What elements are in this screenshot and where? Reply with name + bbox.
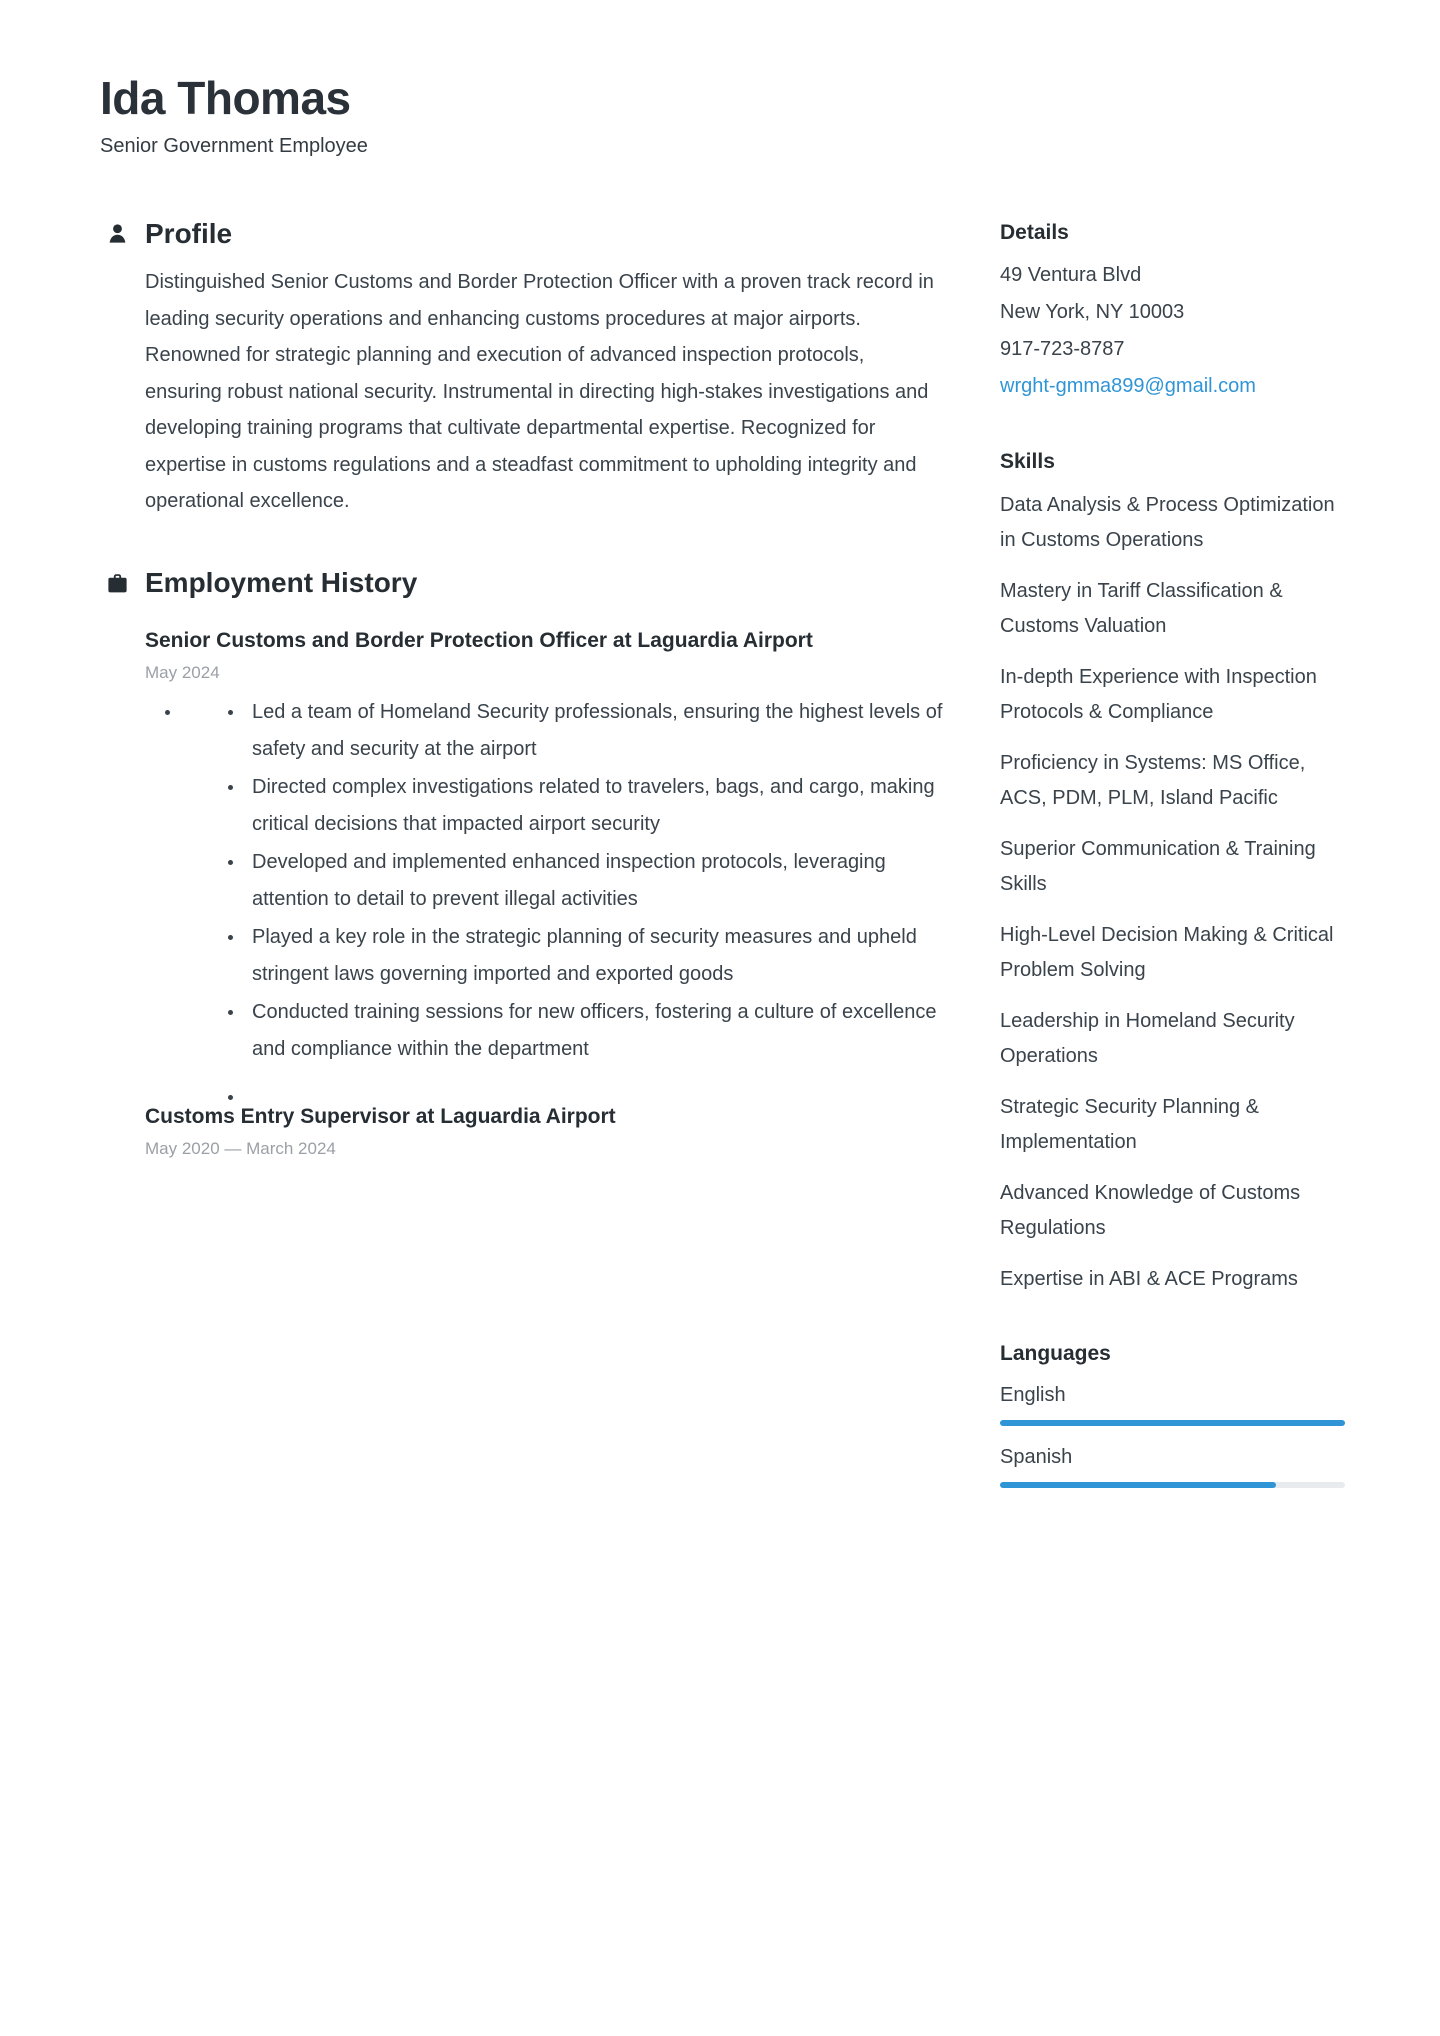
- skill-item: Advanced Knowledge of Customs Regulations: [1000, 1182, 1301, 1239]
- job-entry: [145, 627, 945, 1103]
- skill-item: Mastery in Tariff Classification & Customs Valuation: [1000, 580, 1283, 637]
- profile-section: [100, 217, 945, 520]
- job-entry: [145, 1103, 945, 1160]
- main-column: [100, 217, 945, 1160]
- empty-bullet: [252, 1069, 945, 1103]
- sidebar: [1000, 217, 1345, 1488]
- language-progress-bar: [1000, 1420, 1345, 1426]
- job-bullet: Led a team of Homeland Security professionals, ensuring the highest levels of safety and security at the airport: [252, 694, 945, 769]
- job-bullet: Directed complex investigations related to travelers, bags, and cargo, making critical decisions that impacted airport security: [252, 769, 945, 844]
- skill-item: High-Level Decision Making & Critical Problem Solving: [1000, 924, 1334, 981]
- language-name: English: [1000, 1384, 1066, 1406]
- outer-list-bullet: [165, 710, 170, 715]
- skill-item: Proficiency in Systems: MS Office, ACS, PDM, PLM, Island Pacific: [1000, 752, 1306, 809]
- details-heading: Details: [1000, 221, 1069, 244]
- inner-bullet-list: [145, 694, 945, 1103]
- phone-number: 917-723-8787: [1000, 338, 1125, 360]
- skills-heading: Skills: [1000, 450, 1055, 473]
- skills-section: [1000, 449, 1345, 1297]
- job-bullet-list: [145, 694, 945, 1103]
- job-title: Customs Entry Supervisor at Laguardia Airport: [145, 1104, 616, 1128]
- details-section: [1000, 220, 1345, 405]
- skill-item: Leadership in Homeland Security Operations: [1000, 1010, 1295, 1067]
- candidate-job-title: Senior Government Employee: [100, 135, 368, 157]
- skills-list: [1000, 488, 1345, 1297]
- language-progress-track: [1000, 1482, 1345, 1488]
- languages-heading: Languages: [1000, 1342, 1111, 1365]
- skill-item: Strategic Security Planning & Implementation: [1000, 1096, 1260, 1153]
- job-date: May 2020 — March 2024: [145, 1138, 336, 1158]
- address-line-1: 49 Ventura Blvd: [1000, 264, 1142, 286]
- email-link[interactable]: wrght-gmma899@gmail.com: [1000, 375, 1256, 397]
- job-title: Senior Customs and Border Protection Officer at Laguardia Airport: [145, 628, 813, 652]
- language-progress-bar: [1000, 1482, 1276, 1488]
- profile-text: Distinguished Senior Customs and Border Protection Officer with a proven track record in leading security operations and enhancing customs procedures at major airports. Renowned for strategic planning and execution of advanced inspection protocols, ensuring robust national security. Instrumental in directing high-stakes investigations and developing training programs that cultivate departmental expertise. Recognized for expertise in customs regulations and a steadfast commitment to upholding integrity and operational excellence.: [145, 271, 934, 512]
- skill-item: Data Analysis & Process Optimization in Customs Operations: [1000, 494, 1335, 551]
- job-date: May 2024: [145, 662, 220, 682]
- language-item: [1000, 1380, 1345, 1426]
- candidate-name: Ida Thomas: [100, 72, 351, 124]
- briefcase-icon: [106, 572, 129, 595]
- employment-heading: Employment History: [145, 566, 418, 598]
- job-list: [145, 627, 945, 1160]
- languages-section: [1000, 1341, 1345, 1488]
- content-columns: [100, 217, 1345, 1488]
- skill-item: In-depth Experience with Inspection Protocols & Compliance: [1000, 666, 1317, 723]
- person-icon: [106, 223, 129, 246]
- job-bullet: Conducted training sessions for new officers, fostering a culture of excellence and compliance within the department: [252, 994, 945, 1069]
- skill-item: Superior Communication & Training Skills: [1000, 838, 1316, 895]
- email-row: [1000, 368, 1345, 405]
- language-item: [1000, 1442, 1345, 1488]
- job-bullet: Developed and implemented enhanced inspection protocols, leveraging attention to detail to prevent illegal activities: [252, 844, 945, 919]
- resume-header: [100, 70, 1345, 159]
- details-block: [1000, 257, 1345, 405]
- job-bullet: Played a key role in the strategic planning of security measures and upheld stringent laws governing imported and exported goods: [252, 919, 945, 994]
- language-progress-track: [1000, 1420, 1345, 1426]
- skill-item: Expertise in ABI & ACE Programs: [1000, 1268, 1298, 1290]
- address-line-2: New York, NY 10003: [1000, 301, 1185, 323]
- employment-section: [100, 566, 945, 1160]
- languages-list: [1000, 1380, 1345, 1488]
- profile-heading: Profile: [145, 218, 233, 249]
- language-name: Spanish: [1000, 1446, 1073, 1468]
